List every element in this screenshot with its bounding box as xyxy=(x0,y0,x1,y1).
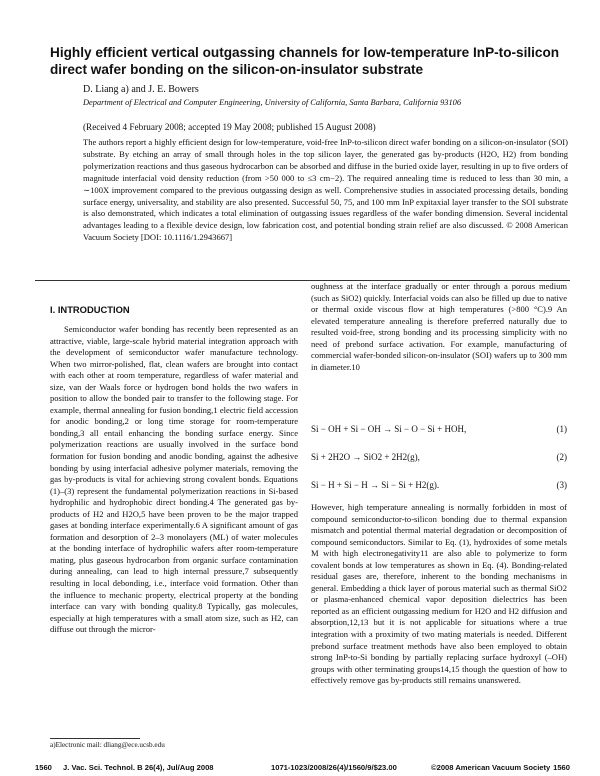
equation-number: (1) xyxy=(556,424,567,434)
page-number-right: 1560 xyxy=(553,763,570,772)
footnote-divider xyxy=(50,738,140,739)
right-column-bottom xyxy=(311,502,567,687)
section-heading: I. INTRODUCTION xyxy=(50,304,130,315)
equation-expr: Si − OH + Si − OH → Si − O − Si + HOH, xyxy=(311,424,467,434)
authors: D. Liang a) and J. E. Bowers xyxy=(83,84,199,95)
right-column-top xyxy=(311,281,567,373)
footnote: a)Electronic mail: dliang@ece.ucsb.edu xyxy=(50,741,165,749)
affiliation: Department of Electrical and Computer Engineering, University of California, Santa Barbara, California 93106 xyxy=(83,98,462,107)
equation-number: (3) xyxy=(556,480,567,490)
equation-expr: Si + 2H2O → SiO2 + 2H2(g), xyxy=(311,452,420,462)
page-number-left: 1560 xyxy=(35,763,52,772)
abstract: The authors report a highly efficient design for low-temperature, void-free InP-to-silicon direct wafer bonding on a silicon-on-insulator (SOI) substrate. By etching an array of small through holes in the top silicon layer, the generated gas by-products (H2O, H2) from bonding polymerization reactions and thus gaseous hydrocarbon can be absorbed and diffuse in the buried oxide layer, resulting in up to five orders of magnitude interfacial void density reduction (from >50 000 to ≤3 cm−2). The required annealing time is reduced to less than 30 min, a ∼100X improvement compared to the previous outgassing design as well. Comprehensive studies in associated processing details, bonding surface energy, universality, and stability are also presented. Successful 50, 75, and 100 mm InP expitaxial layer transfer to the SOI substrate is also demonstrated, which indicates a total elimination of outgassing issues regardless of the wafer bonding dimension. Several incidental advantages leading to a flexible device design, low fabrication cost, and potential bonding strain relief are also discussed. © 2008 American Vacuum Society [DOI: 10.1116/1.2943667] xyxy=(83,137,568,243)
paper-title: Highly efficient vertical outgassing channels for low-temperature InP-to-silicon direct wafer bonding on the silicon-on-insulator substrate xyxy=(50,45,560,77)
equation-number: (2) xyxy=(556,452,567,462)
left-column xyxy=(50,324,298,636)
intro-continuation: oughness at the interface gradually or enter through a porous medium (such as SiO2) quickly. Interfacial voids can also be filled up due to native or thermal oxide viscous flow at high temperatures (>800 °C).9 An elevated temperature annealing is therefore preferred naturally due to resulted void-free, strong bonding and its processing simplicity with no need of prebond surface activation. For example, manufacturing of commercial wafer-bonded silicon-on-insulator (SOI) wafers up to 300 mm in diameter.10 xyxy=(311,281,567,372)
equation-3 xyxy=(311,480,567,490)
article-code: 1071-1023/2008/26(4)/1560/9/$23.00 xyxy=(271,763,397,772)
equation-1 xyxy=(311,424,567,434)
equation-expr: Si − H + Si − H → Si − Si + H2(g). xyxy=(311,480,440,490)
discussion-paragraph: However, high temperature annealing is normally forbidden in most of compound semiconductor-to-silicon bonding due to thermal expansion mismatch and potential thermal material degradation or decomposition of compound semiconductors. Similar to Eq. (1), hydroxides of some metals M with high electronegativity11 are also able to polymerize to form covalent bonds at low temperatures as shown in Eq. (4). Bonding-related residual gases are, therefore, inherent to the bonding mechanisms in general. Embedding a thick layer of porous material such as thermal SiO2 or plasma-enhanced chemical vapor deposition dielectrics has been reported as an efficient outgassing medium for H2O and H2 diffusion and absorption,12,13 but it is not applicable for situations where a true integration with a proximity of two mating materials is needed. Different prebond surface treatment methods have also been employed to obtain strong InP-to-Si bonding by partially replacing surface hydroxyl (–OH) groups with other terminating groups14,15 though the question of how to effectively remove gas by-products still remains unanswered. xyxy=(311,502,567,686)
copyright: ©2008 American Vacuum Society xyxy=(431,763,551,772)
received-dates: (Received 4 February 2008; accepted 19 May 2008; published 15 August 2008) xyxy=(83,122,376,132)
journal-citation: J. Vac. Sci. Technol. B 26(4), Jul/Aug 2008 xyxy=(63,763,214,772)
equation-2 xyxy=(311,452,567,462)
intro-paragraph: Semiconductor wafer bonding has recently been represented as an attractive, viable, large-scale hybrid material integration approach with the development of semiconductor wafer manufacture technology. When two mirror-polished, flat, clean wafers are brought into contact with each other at room temperature, regardless of wafer material and size, van der Waals force or hydrogen bond holds the two wafers in position to allow the bonded pair to transfer to the following stage. For example, thermal annealing for fusion bonding,1 electric field accession for anodic bonding,2 or long time storage for room-temperature bonding,3 all entail enhancing the bonding surface energy. Since polymerization reactions are usually involved in the surface bond formation for fusion bonding and anodic bonding, against the adhesive bonding by using interfacial adhesive polymer materials, removing the gas by-products is vital for achieving strong covalent bonds. Equations (1)–(3) represent the fundamental polymerization reactions in Si-based hydrophilic and hydrophobic direct bonding.4 The generated gas by-products of H2 and H2O,5 have been proven to be the major trapped gases at bonding interface experimentally.6 A significant amount of gas formation and desorption of 2–3 monolayers (ML) of water molecules at the bonding interface of hydrophilic wafers after room-temperature mating, plus gaseous hydrocarbon from organic surface contamination during annealing, can lead to high internal pressure,7 subsequently resulting in local debonding, i.e., interface void formation. Other than the influence to mechanic property, electrical property at the bonding interface can vary with bonding quality.8 Typically, gas molecules, especially at high temperatures with a small atom size, such as H2, can diffuse out through the micror- xyxy=(50,324,298,635)
